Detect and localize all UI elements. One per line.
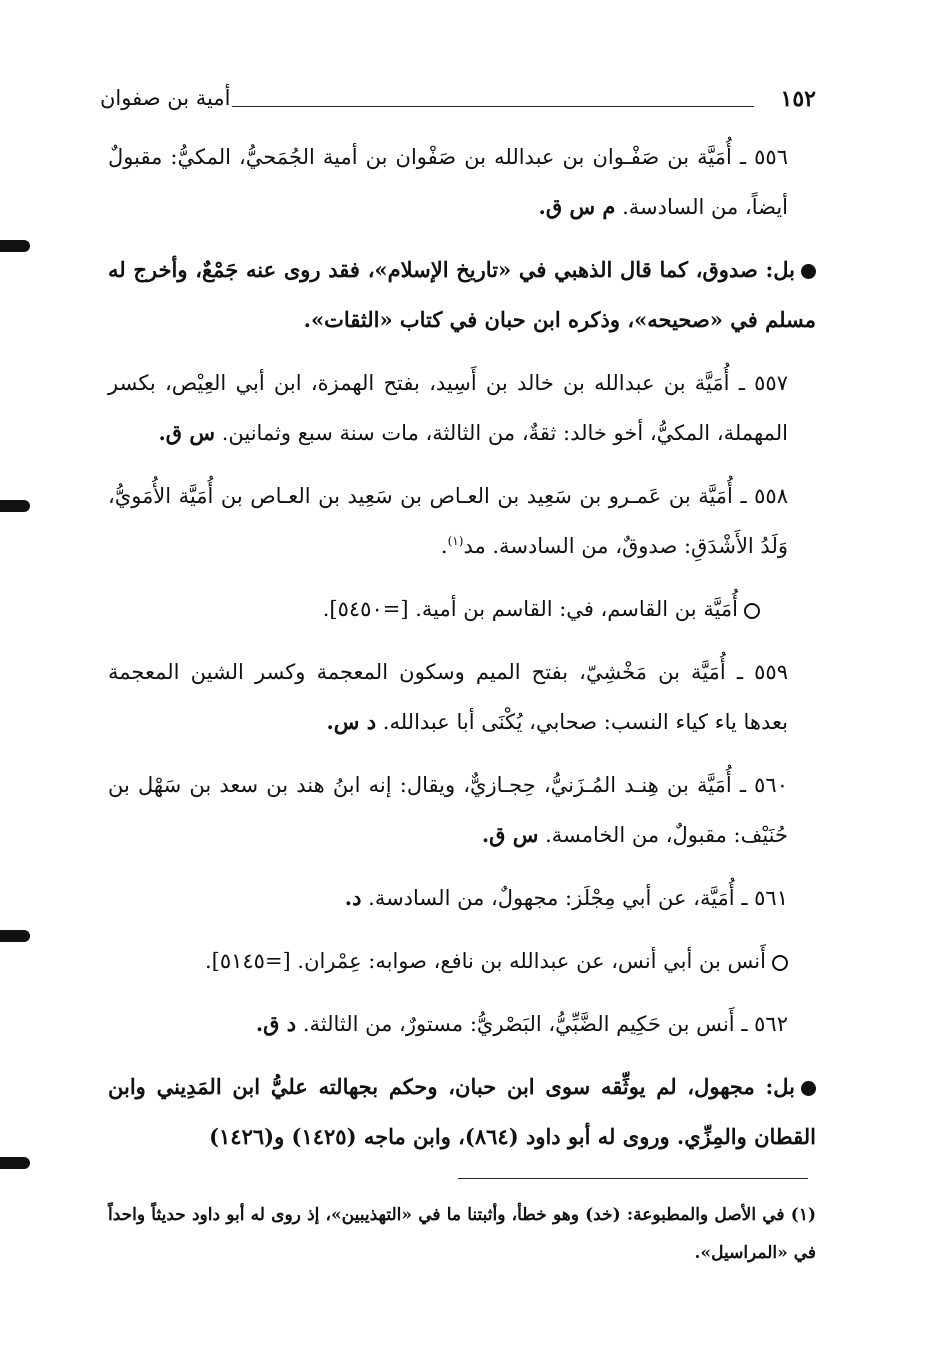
- entry-561: ٥٦١ ـ أُمَيَّة، عن أبي مِجْلَز: مجهولٌ، من السادسة. د.: [344, 885, 788, 910]
- bullet-icon: [801, 264, 816, 279]
- entry-number: ٥٥٩: [754, 660, 788, 684]
- margin-mark: [0, 240, 30, 252]
- footnote-rule: [458, 1178, 808, 1179]
- entry-text: أُمَيَّة بن عَمـرو بن سَعِيد بن العـاص بن سَعِيد بن العـاص بن أُمَيَّة الأُمَويُّ، وَلَدُ الأَشْدَقِ: صدوقٌ، من السادسة. مد: [108, 484, 788, 558]
- running-title: أمية بن صفوان: [100, 86, 231, 110]
- footnote: [108, 1196, 816, 1272]
- margin-mark: [0, 500, 30, 512]
- entry-text: أُمَيَّة بن هِنـد المُـزَنيُّ، حِجـازيٌّ، ويقال: إنه ابنُ هند بن سعد بن سَهْل بن حُنَيْف: مقبولٌ، من الخامسة.: [108, 773, 788, 847]
- entry-text: أُمَيَّة بن عبدالله بن خالد بن أَسِيد، بفتح الهمزة، ابن أبي العِيْص، بكسر المهملة، المكيُّ، أخو خالد: ثقةٌ، من الثالثة، مات سنة سبع وثمانين.: [108, 371, 788, 445]
- entry-text: أَنس بن حَكِيم الضَّبِّيُّ، البَصْريُّ: مستورٌ، من الثالثة.: [302, 1012, 735, 1036]
- entry-symbols: د.: [344, 885, 362, 910]
- footnote-text: (١) في الأصل والمطبوعة: (خد) وهو خطأ، وأثبتنا ما في «التهذيبين»، إذ روى له أبو داود حديثاً واحداً في «المراسيل».: [108, 1205, 816, 1263]
- comment-text: بل: مجهول، لم يوثِّقه سوى ابن حبان، وحكم بجهالته عليُّ ابن المَدِيني وابن القطان والمِزِّي. وروى له أبو داود (٨٦٤)، وابن ماجه (١٤٢٥) و(١٤٢٦): [108, 1074, 816, 1149]
- entry-number: ٥٦١: [754, 886, 788, 910]
- margin-mark: [0, 930, 30, 942]
- hollow-circle-icon: [772, 955, 788, 971]
- cross-ref-text: أَنس بن أبي أنس، عن عبدالله بن نافع، صوابه: عِمْران. [=٥١٤٥].: [204, 949, 766, 973]
- margin-mark: [0, 1157, 30, 1169]
- entry-symbols: س ق.: [481, 822, 539, 847]
- header-rule: [232, 106, 754, 107]
- main-text: [108, 132, 816, 1175]
- entry-text: أُمَيَّة بن صَفْـوان بن عبدالله بن صَفْوان بن أمية الجُمَحيُّ، المكيُّ: مقبولٌ أيضاً، من السادسة.: [108, 145, 788, 219]
- bullet-icon: [801, 1081, 816, 1096]
- entry-number: ٥٥٦: [754, 145, 788, 169]
- entry-symbols: د س.: [326, 709, 377, 734]
- entry-number: ٥٦٠: [754, 773, 788, 797]
- hollow-circle-icon: [744, 603, 760, 619]
- running-header: [100, 84, 816, 118]
- entry-symbols: م س ق.: [538, 194, 616, 219]
- entry-558: ٥٥٨ ـ أُمَيَّة بن عَمـرو بن سَعِيد بن العـاص بن سَعِيد بن العـاص بن أُمَيَّة الأُمَويُّ، وَلَدُ الأَشْدَقِ: صدوقٌ، من السادسة. مد$^{(١)}$.: [108, 484, 788, 558]
- entry-562: ٥٦٢ ـ أَنس بن حَكِيم الضَّبِّيُّ، البَصْريُّ: مستورٌ، من الثالثة. د ق.: [255, 1011, 788, 1036]
- cross-ref-text: أُمَيَّة بن القاسم، في: القاسم بن أمية. [=٥٤٥٠].: [322, 597, 738, 621]
- entry-text: أُمَيَّة بن مَخْشِيّ، بفتح الميم وسكون المعجمة وكسر الشين المعجمة بعدها ياء كياء النسب: صحابي، يُكْنَى أبا عبدالله.: [108, 660, 788, 734]
- entry-number: ٥٥٧: [754, 371, 788, 395]
- entry-number: ٥٥٨: [754, 484, 788, 508]
- entry-560: ٥٦٠ ـ أُمَيَّة بن هِنـد المُـزَنيُّ، حِجـازيٌّ، ويقال: إنه ابنُ هند بن سعد بن سَهْل بن حُنَيْف: مقبولٌ، من الخامسة. س ق.: [108, 773, 788, 847]
- comment-text: بل: صدوق، كما قال الذهبي في «تاريخ الإسلام»، فقد روى عنه جَمْعٌ، وأخرج له مسلم في «صحيحه»، وذكره ابن حبان في كتاب «الثقات».: [108, 257, 816, 332]
- comment-562: [108, 1062, 816, 1162]
- cross-ref-anas: [108, 936, 816, 986]
- page-number: ١٥٢: [780, 86, 816, 112]
- entry-number: ٥٦٢: [754, 1012, 788, 1036]
- entry-text: أُمَيَّة، عن أبي مِجْلَز: مجهولٌ، من السادسة.: [368, 886, 735, 910]
- entry-556: ٥٥٦ ـ أُمَيَّة بن صَفْـوان بن عبدالله بن صَفْوان بن أمية الجُمَحيُّ، المكيُّ: مقبولٌ أيضاً، من السادسة. م س ق.: [108, 145, 788, 219]
- footnote-ref[interactable]: (١): [447, 534, 464, 548]
- entry-559: ٥٥٩ ـ أُمَيَّة بن مَخْشِيّ، بفتح الميم وسكون المعجمة وكسر الشين المعجمة بعدها ياء كياء النسب: صحابي، يُكْنَى أبا عبدالله. د س.: [108, 660, 788, 734]
- cross-ref-qasim: [108, 584, 816, 634]
- entry-symbols: س ق.: [158, 420, 216, 445]
- entry-557: ٥٥٧ ـ أُمَيَّة بن عبدالله بن خالد بن أَسِيد، بفتح الهمزة، ابن أبي العِيْص، بكسر المهملة، المكيُّ، أخو خالد: ثقةٌ، من الثالثة، مات سنة سبع وثمانين. س ق.: [108, 371, 788, 445]
- comment-556: [108, 245, 816, 345]
- entry-symbols: د ق.: [255, 1011, 297, 1036]
